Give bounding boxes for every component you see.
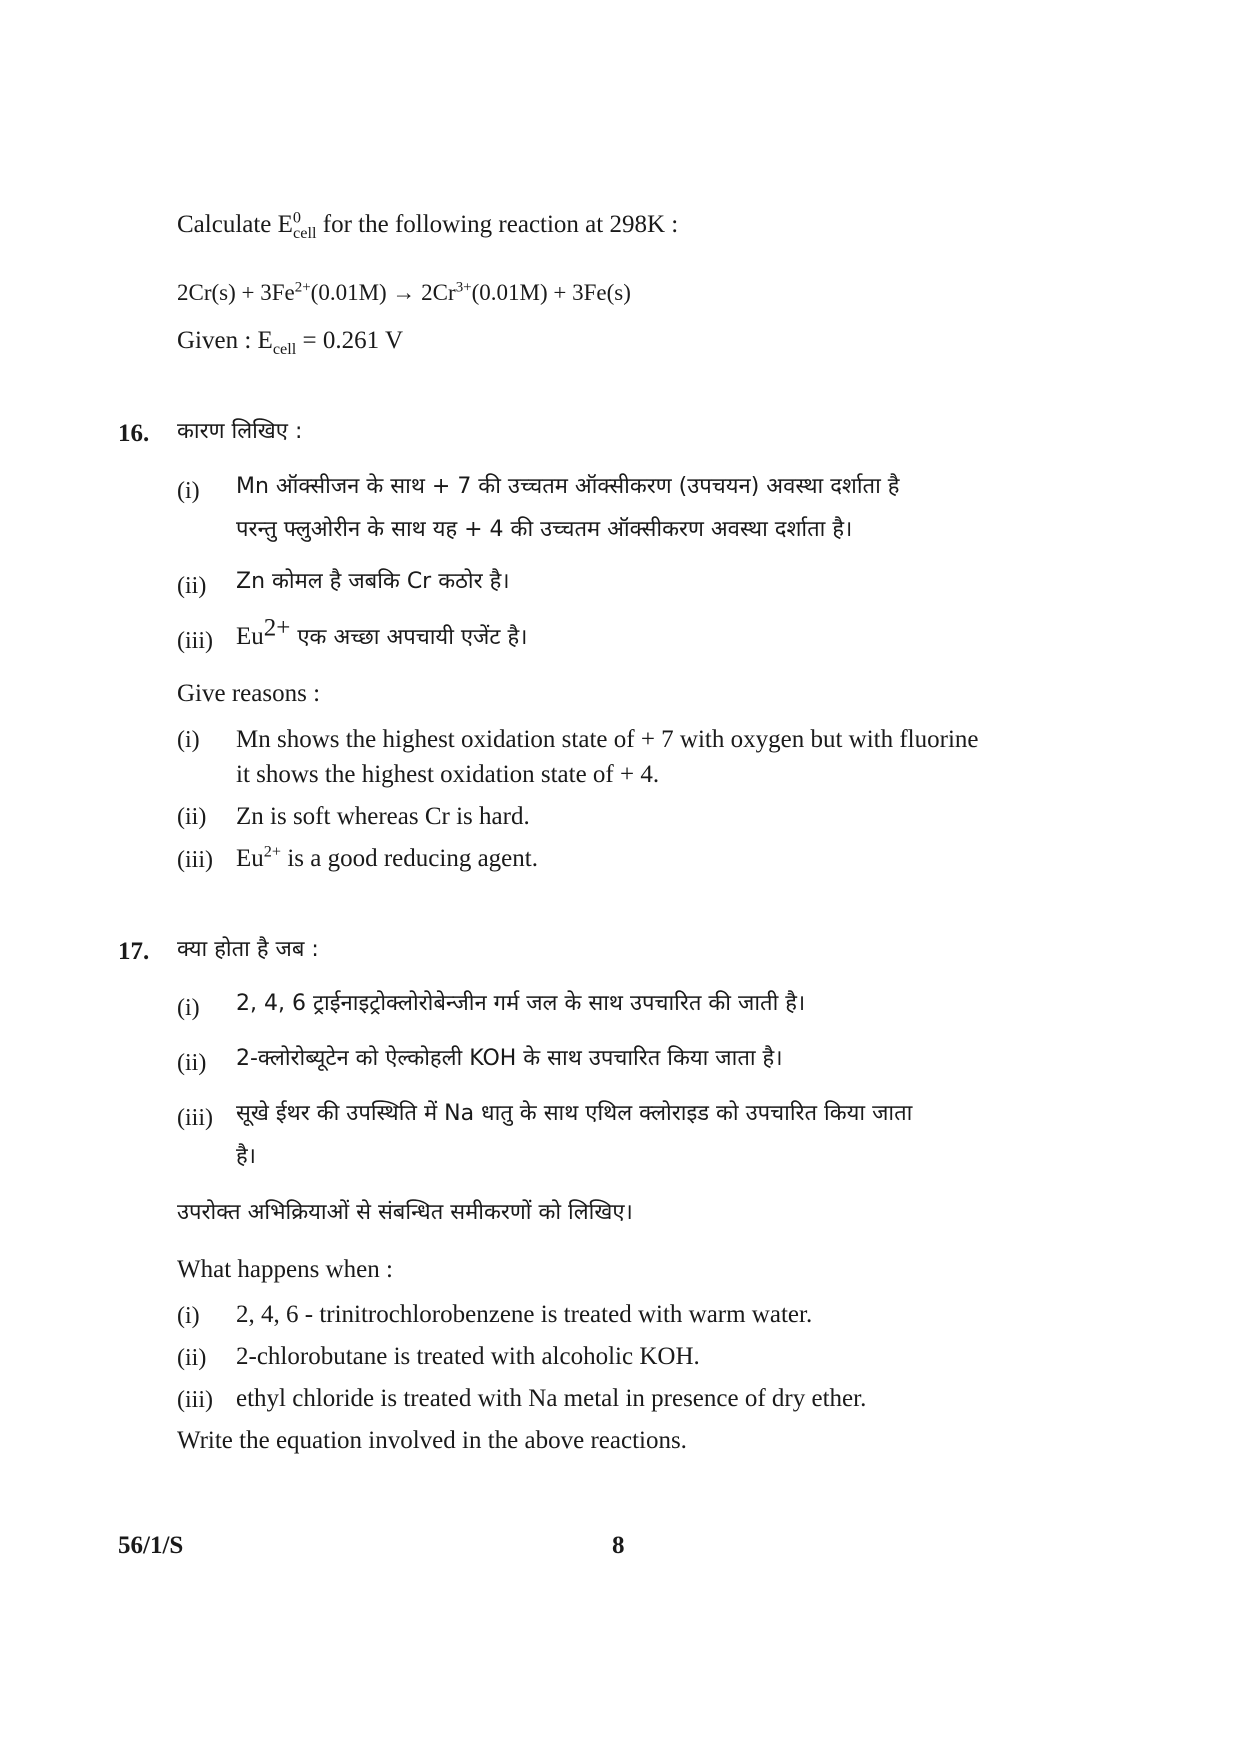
paper-code: 56/1/S: [118, 1532, 184, 1559]
q17-hi-item-3-line1: सूखे ईथर की उपस्थिति में Na धातु के साथ एथिल क्लोराइड को उपचारित किया जाता: [236, 1101, 913, 1126]
q17-english-heading: What happens when :: [177, 1256, 393, 1283]
q17-en-item-1: 2, 4, 6 - trinitrochlorobenzene is treated with warm water.: [236, 1301, 813, 1328]
q16-hi-label-1: (i): [177, 478, 200, 504]
q16-hi-item-3: $Eu^{2+}$ एक अच्छा अपचायी एजेंट है।: [236, 614, 528, 650]
superscript-0: 0: [292, 208, 302, 227]
q17-hi-label-1: (i): [177, 995, 200, 1021]
q16-hi-item-1-line1: Mn ऑक्सीजन के साथ + 7 की उच्चतम ऑक्सीकरण (उपचयन) अवस्था दर्शाता है: [236, 474, 900, 499]
q16-en-label-2: (ii): [177, 804, 207, 830]
q16-hi-label-3: (iii): [177, 628, 213, 654]
q17-hi-item-1: 2, 4, 6 ट्राईनाइट्रोक्लोरोबेन्जीन गर्म जल के साथ उपचारित की जाती है।: [236, 991, 806, 1016]
q17-en-label-2: (ii): [177, 1345, 207, 1371]
question-16-number: 16.: [118, 420, 150, 447]
given-value: Given : $E_{cell} = 0.261$ V: [177, 327, 403, 358]
q17-en-item-3: ethyl chloride is treated with Na metal in presence of dry ether.: [236, 1385, 867, 1412]
q16-hi-item-1-line2: परन्तु फ्लुओरीन के साथ यह + 4 की उच्चतम ऑक्सीकरण अवस्था दर्शाता है।: [236, 517, 853, 542]
q16-hi-label-2: (ii): [177, 573, 207, 599]
subscript-cell: cell: [293, 224, 317, 242]
q17-hindi-heading: क्या होता है जब :: [177, 937, 319, 962]
q17-hindi-footer: उपरोक्त अभिक्रियाओं से संबन्धित समीकरणों को लिखिए।: [177, 1200, 633, 1225]
q16-en-label-1: (i): [177, 727, 200, 753]
q16-hindi-heading: कारण लिखिए :: [177, 419, 303, 444]
q16-english-heading: Give reasons :: [177, 680, 321, 707]
question-17-number: 17.: [118, 938, 150, 965]
q16-en-label-3: (iii): [177, 847, 213, 873]
q16-en-item-3: $Eu^{2+}$ is a good reducing agent.: [236, 842, 538, 872]
q17-hi-item-2: 2-क्लोरोब्यूटेन को ऐल्कोहली KOH के साथ उपचारित किया जाता है।: [236, 1046, 783, 1071]
q17-en-label-1: (i): [177, 1303, 200, 1329]
q17-hi-item-3-line2: है।: [236, 1144, 257, 1169]
q16-en-item-1-line1: Mn shows the highest oxidation state of + 7 with oxygen but with fluorine: [236, 726, 979, 753]
q16-en-item-2: Zn is soft whereas Cr is hard.: [236, 803, 530, 830]
q17-en-label-3: (iii): [177, 1387, 213, 1413]
calc-instruction: Calculate $E^0_{cell}$ for the following reaction at 298K :: [177, 208, 679, 242]
q16-en-item-1-line2: it shows the highest oxidation state of + 4.: [236, 761, 660, 788]
page-number: 8: [612, 1532, 625, 1559]
q17-hi-label-3: (iii): [177, 1105, 213, 1131]
reaction-equation: $2Cr(s) + 3Fe^{2+}(0.01M) \to 2Cr^{3+}(0.01M) + 3Fe(s)$: [177, 279, 631, 305]
q17-english-footer: Write the equation involved in the above reactions.: [177, 1427, 687, 1454]
q16-hi-item-2: Zn कोमल है जबकि Cr कठोर है।: [236, 569, 510, 594]
q17-en-item-2: 2-chlorobutane is treated with alcoholic KOH.: [236, 1343, 700, 1370]
q17-hi-label-2: (ii): [177, 1050, 207, 1076]
